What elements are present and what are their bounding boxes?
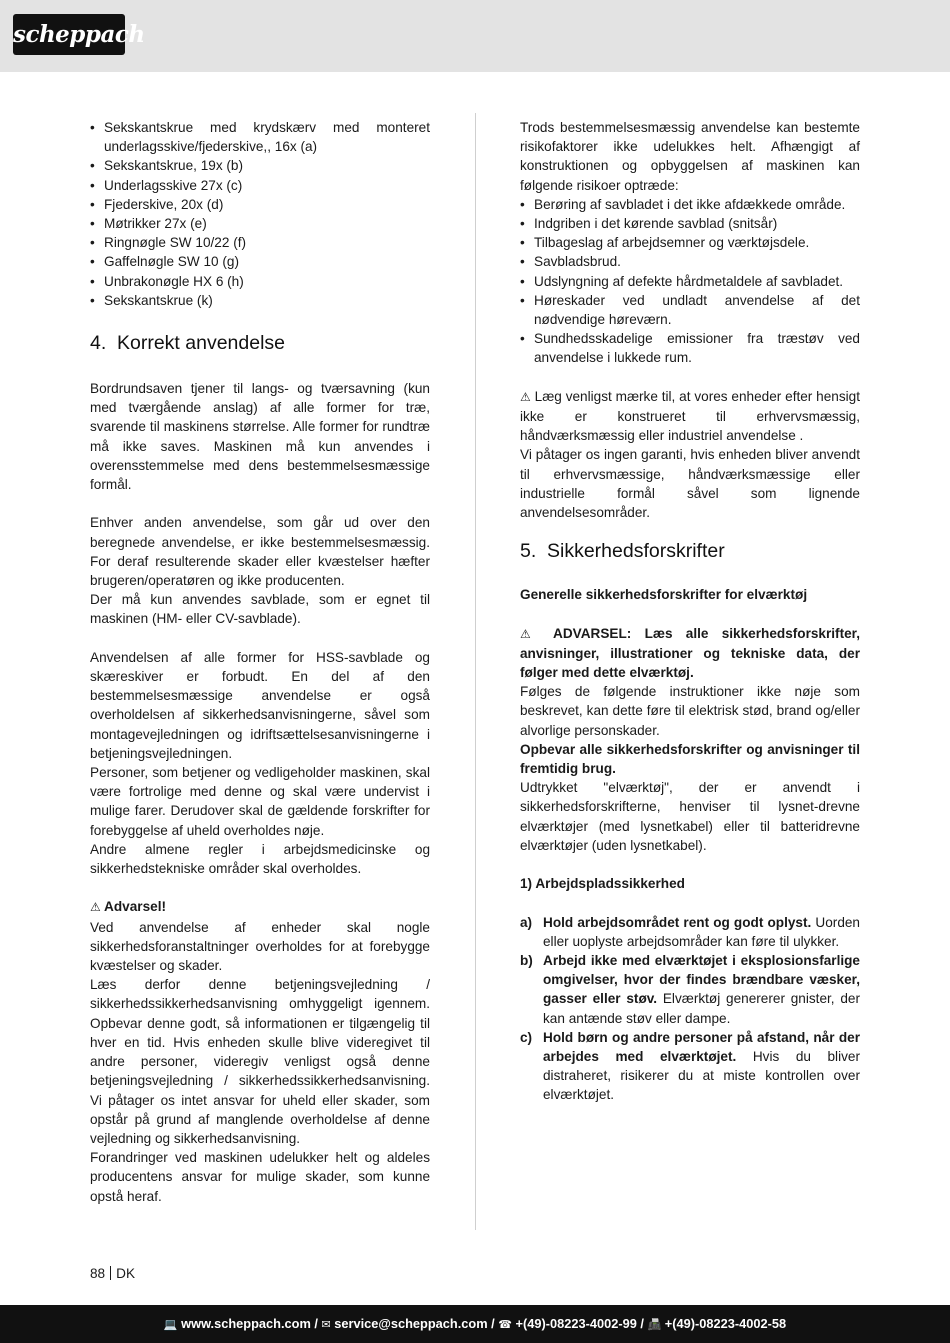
footer-band	[0, 1305, 950, 1343]
advarsel-text: ADVARSEL: Læs alle sikkerhedsforskrifter, anvisninger, illustrationer og tekniske data, der følger med dette elværktøj.	[520, 625, 860, 681]
list-item: • Ringnøgle SW 10/22 (f)	[90, 233, 430, 252]
fax-icon: 📠	[647, 1318, 662, 1331]
item-letter: c)	[520, 1029, 533, 1045]
computer-icon: 💻	[163, 1318, 178, 1331]
paragraph: Der må kun anvendes savblade, som er egnet til maskinen (HM- eller CV-savblade).	[90, 592, 430, 627]
item-bold-text: Hold børn og andre personer på afstand, når der arbejdes med elværktøjet.	[543, 1029, 860, 1065]
email-link[interactable]: service@scheppach.com	[334, 1316, 488, 1331]
list-item	[520, 913, 860, 951]
item-bold-text: Arbejd ikke med elværktøjet i eksplosionsfarlige omgivelser, hvor der findes brændbare væsker, gasser eller støv.	[543, 953, 860, 1007]
phone-number: +(49)-08223-4002-99	[515, 1316, 637, 1331]
warning-icon: ⚠	[520, 626, 541, 641]
item-bold-text: Hold arbejdsområdet rent og godt oplyst.	[543, 914, 812, 930]
list-item	[520, 951, 860, 1028]
item-text: Elværktøj genererer gnister, der kan antænde støv eller dampe.	[543, 991, 860, 1026]
phone-icon: ☎	[498, 1318, 512, 1331]
paragraph: Bordrundsaven tjener til langs- og tværsavning (kun med tværgående anslag) af alle former for træ, svarende til maskinens størrelse. Alle former for rundtræ må ikke saves. Maskinen må kun anvendes i overensstemmelse med dens bestemmelsesmæssige formål.	[90, 381, 430, 493]
list-item: • Gaffelnøgle SW 10 (g)	[90, 252, 430, 271]
page-separator	[110, 1266, 111, 1280]
section-number: 5.	[520, 540, 537, 563]
item-letter: b)	[520, 953, 533, 969]
list-item: • Udslyngning af defekte hårdmetaldele af savbladet.	[520, 272, 860, 291]
paragraph: Trods bestemmelsesmæssig anvendelse kan bestemte risikofaktorer ikke udelukkes helt. Afhængigt af konstruktionen og opbyggelsen af maskinen kan følgende risikoer optræde:	[520, 120, 860, 193]
section-number: 4.	[90, 332, 107, 355]
section-5-heading	[520, 538, 860, 564]
header-band	[0, 0, 950, 72]
section-4-heading	[90, 330, 430, 356]
subheading: Generelle sikkerhedsforskrifter for elværktøj	[520, 587, 808, 603]
list-item: • Sekskantskrue (k)	[90, 291, 430, 310]
note-paragraph	[520, 387, 860, 446]
email-icon: ✉	[321, 1318, 331, 1331]
paragraph: Anvendelsen af alle former for HSS-savblade og skæreskiver er forbudt. En del af den bestemmelsesmæssige anvendelse er også overholdelsen af sikkerhedsanvisningerne, såvel som montagevejledningen og idriftsættelsesanvisningerne i betjeningsvejledningen.	[90, 649, 430, 761]
list-item: • Savbladsbrud.	[520, 252, 860, 271]
paragraph: Andre almene regler i arbejdsmedicinske og sikkerhedstekniske områder skal overholdes.	[90, 841, 430, 877]
section-title: Korrekt anvendelse	[117, 332, 286, 355]
paragraph: Personer, som betjener og vedligeholder maskinen, skal være fortrolige med denne og skal være undervist i mulige farer. Derudover skal de gældende forskrifter for forebyggelse af uheld overholdes nøje.	[90, 765, 430, 838]
warning-title: Advarsel!	[104, 899, 167, 915]
risk-list	[520, 195, 860, 368]
paragraph: Vi påtager os ingen garanti, hvis enheden bliver anvendt til erhvervsmæssige, håndværksmæssige eller industrielle formål såvel som lignende anvendelsesområder.	[520, 447, 860, 521]
list-item: • Berøring af savbladet i det ikke afdækkede område.	[520, 195, 860, 214]
brand-logo: scheppach	[13, 14, 125, 55]
section-title: Sikkerhedsforskrifter	[547, 540, 725, 563]
fax-number: +(49)-08223-4002-58	[664, 1316, 787, 1331]
warning-icon: ⚠	[520, 389, 531, 404]
list-item: • Møtrikker 27x (e)	[90, 214, 430, 233]
warning-heading	[90, 897, 430, 917]
advarsel-warning	[520, 624, 860, 683]
paragraph: Læs derfor denne betjeningsvejledning / sikkerhedssikkerhedsanvisning omhyggeligt igennem. Opbevar denne godt, så informationen er tilgængelig til hver en tid. Hvis enheden skulle blive videregivet til andre personer, videregiv venligst også denne betjeningsvejledning / sikkerhedssikkerhedsanvisning. Vi påtager os intet ansvar for uheld eller skader, som opstår på grund af manglende overholdelse af denne vejledning og sikkerhedsanvisning.	[90, 977, 430, 1146]
paragraph: Ved anvendelse af enheder skal nogle sikkerhedsforanstaltninger overholdes for at forebygge kvæstelser og skader.	[90, 919, 430, 974]
column-divider	[475, 113, 476, 1230]
item-text: Uorden eller uoplyste arbejdsområder kan føre til ulykker.	[543, 914, 860, 949]
footer-contact: 💻 www.scheppach.com / ✉ service@scheppach.com / ☎ +(49)-08223-4002-99 / 📠 +(49)-08223-4002-58	[163, 1316, 787, 1331]
warning-icon: ⚠	[90, 900, 101, 915]
list-item: • Underlagsskive 27x (c)	[90, 176, 430, 195]
list-item: • Høreskader ved undladt anvendelse af det nødvendige høreværn.	[520, 291, 860, 329]
website-link[interactable]: www.scheppach.com	[181, 1316, 311, 1331]
list-item	[520, 1028, 860, 1105]
workplace-list	[520, 913, 860, 1105]
list-item: • Tilbageslag af arbejdsemner og værktøjsdele.	[520, 233, 860, 252]
paragraph: Udtrykket "elværktøj", der er anvendt i sikkerhedsforskrifterne, henviser til lysnet-drevne elværktøjer (med lysnetkabel) eller til batteridrevne elværktøjer (uden lysnetkabel).	[520, 780, 860, 853]
list-item: • Sekskantskrue med krydskærv med monteret underlagsskive/fjederskive,, 16x (a)	[90, 118, 430, 156]
paragraph: Følges de følgende instruktioner ikke nøje som beskrevet, kan dette føre til elektrisk stød, brand og/eller alvorlige personskader.	[520, 684, 860, 738]
page-number-value: 88	[90, 1266, 106, 1281]
list-item: • Fjederskive, 20x (d)	[90, 195, 430, 214]
list-item: • Sekskantskrue, 19x (b)	[90, 156, 430, 175]
left-column	[90, 118, 430, 1206]
workplace-heading: 1) Arbejdspladssikkerhed	[520, 876, 685, 892]
note-text: Læg venligst mærke til, at vores enheder efter hensigt ikke er konstrueret til erhvervsmæssig, håndværksmæssig eller industriel anvendelse .	[520, 388, 860, 444]
item-text: Hvis du bliver distraheret, risikerer du at miste kontrollen over elværktøjet.	[543, 1049, 860, 1103]
list-item: • Sundhedsskadelige emissioner fra træstøv ved anvendelse i lukkede rum.	[520, 329, 860, 367]
page-language: DK	[116, 1266, 136, 1281]
paragraph-bold: Opbevar alle sikkerhedsforskrifter og anvisninger til fremtidig brug.	[520, 741, 860, 777]
item-letter: a)	[520, 914, 533, 930]
list-item: • Indgriben i det kørende savblad (snitsår)	[520, 214, 860, 233]
right-column	[520, 118, 860, 1105]
paragraph: Forandringer ved maskinen udelukker helt og aldeles producentens ansvar for mulige skader, som kunne opstå heraf.	[90, 1150, 430, 1204]
list-item: • Unbrakonøgle HX 6 (h)	[90, 272, 430, 291]
paragraph: Enhver anden anvendelse, som går ud over den beregnede anvendelse, er ikke bestemmelsesmæssig. For deraf resulterende skader eller kvæstelser hæfter brugeren/operatøren og ikke producenten.	[90, 515, 430, 589]
page-number	[90, 1264, 135, 1283]
parts-list	[90, 118, 430, 310]
